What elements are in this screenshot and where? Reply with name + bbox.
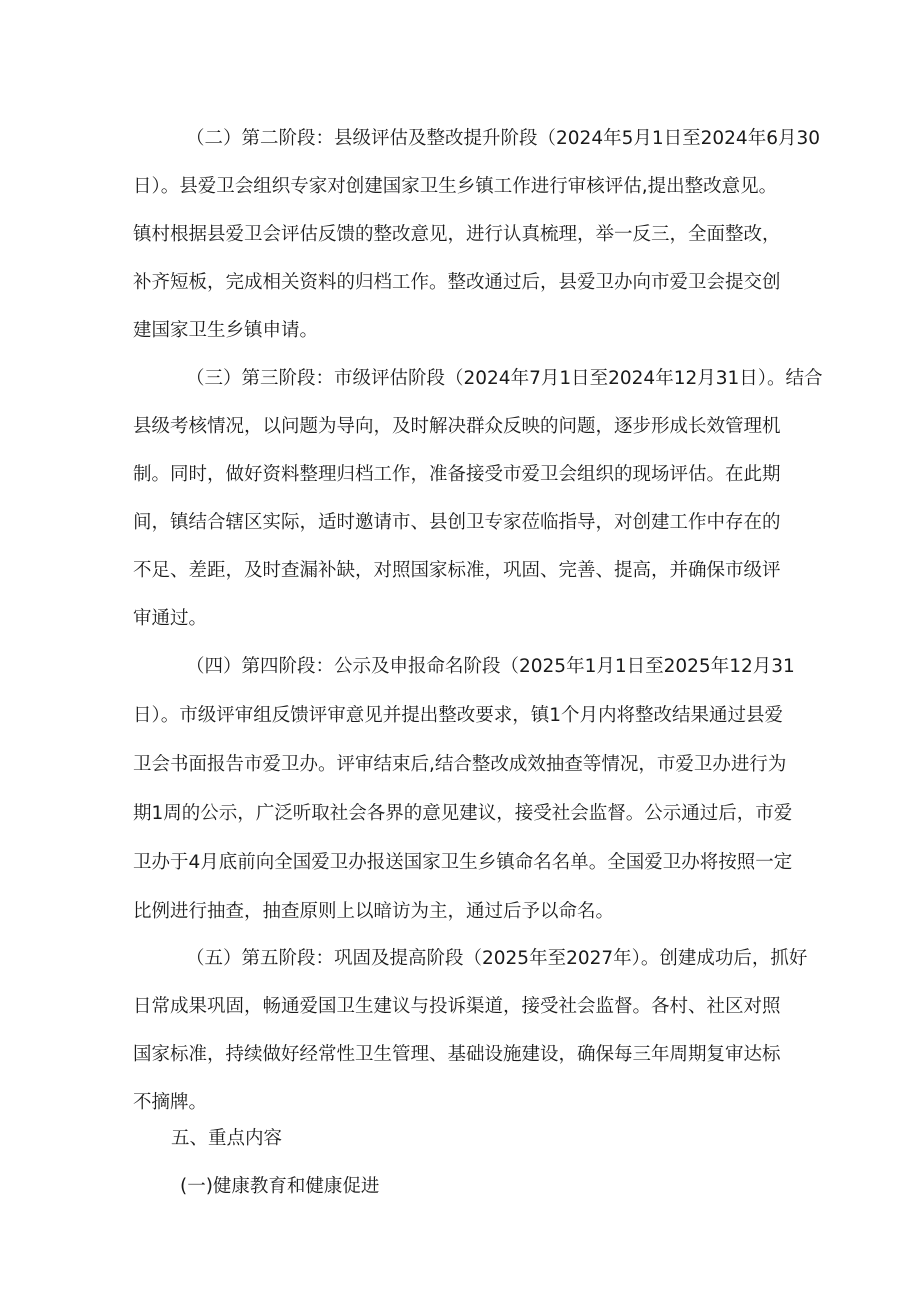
paragraph-line: 不足、差距，及时查漏补缺，对照国家标准，巩固、完善、提高，并确保市级评 [133, 560, 781, 581]
paragraph-line: 县级考核情况，以问题为导向，及时解决群众反映的问题，逐步形成长效管理机 [133, 416, 781, 437]
subsection-heading: (一)健康教育和健康促进 [180, 1176, 380, 1197]
paragraph-line: 国家标准，持续做好经常性卫生管理、基础设施建设，确保每三年周期复审达标 [133, 1044, 781, 1065]
paragraph-line: （五）第五阶段：巩固及提高阶段（2025年至2027年）。创建成功后，抓好 [186, 948, 808, 969]
paragraph-line: 日常成果巩固，畅通爱国卫生建议与投诉渠道，接受社会监督。各村、社区对照 [133, 996, 781, 1017]
paragraph-line: 间，镇结合辖区实际，适时邀请市、县创卫专家莅临指导，对创建工作中存在的 [133, 512, 781, 533]
paragraph-line: 卫办于4月底前向全国爱卫办报送国家卫生乡镇命名名单。全国爱卫办将按照一定 [133, 852, 793, 873]
paragraph-line: 期1周的公示，广泛听取社会各界的意见建议，接受社会监督。公示通过后，市爱 [133, 803, 793, 824]
paragraph-line: 比例进行抽查，抽查原则上以暗访为主，通过后予以命名。 [133, 901, 615, 922]
paragraph-line: 审通过。 [133, 608, 208, 629]
paragraph-line: 卫会书面报告市爱卫办。评审结束后,结合整改成效抽查等情况，市爱卫办进行为 [133, 754, 787, 775]
paragraph-line: （三）第三阶段：市级评估阶段（2024年7月1日至2024年12月31日）。结合 [186, 368, 823, 389]
paragraph-line: 补齐短板，完成相关资料的归档工作。整改通过后，县爱卫办向市爱卫会提交创 [133, 272, 781, 293]
paragraph-line: 制。同时，做好资料整理归档工作，准备接受市爱卫会组织的现场评估。在此期 [133, 464, 781, 485]
paragraph-line: 镇村根据县爱卫会评估反馈的整改意见，进行认真梳理，举一反三，全面整改， [133, 224, 781, 245]
paragraph-line: （二）第二阶段：县级评估及整改提升阶段（2024年5月1日至2024年6月30 [186, 128, 821, 149]
paragraph-line: 建国家卫生乡镇申请。 [133, 320, 319, 341]
section-heading: 五、重点内容 [171, 1128, 283, 1149]
paragraph-line: 日）。市级评审组反馈评审意见并提出整改要求，镇1个月内将整改结果通过县爱 [133, 705, 784, 726]
paragraph-line: 不摘牌。 [133, 1092, 208, 1113]
paragraph-line: 日）。县爱卫会组织专家对创建国家卫生乡镇工作进行审核评估,提出整改意见。 [133, 176, 778, 197]
paragraph-line: （四）第四阶段：公示及申报命名阶段（2025年1月1日至2025年12月31 [186, 656, 795, 677]
